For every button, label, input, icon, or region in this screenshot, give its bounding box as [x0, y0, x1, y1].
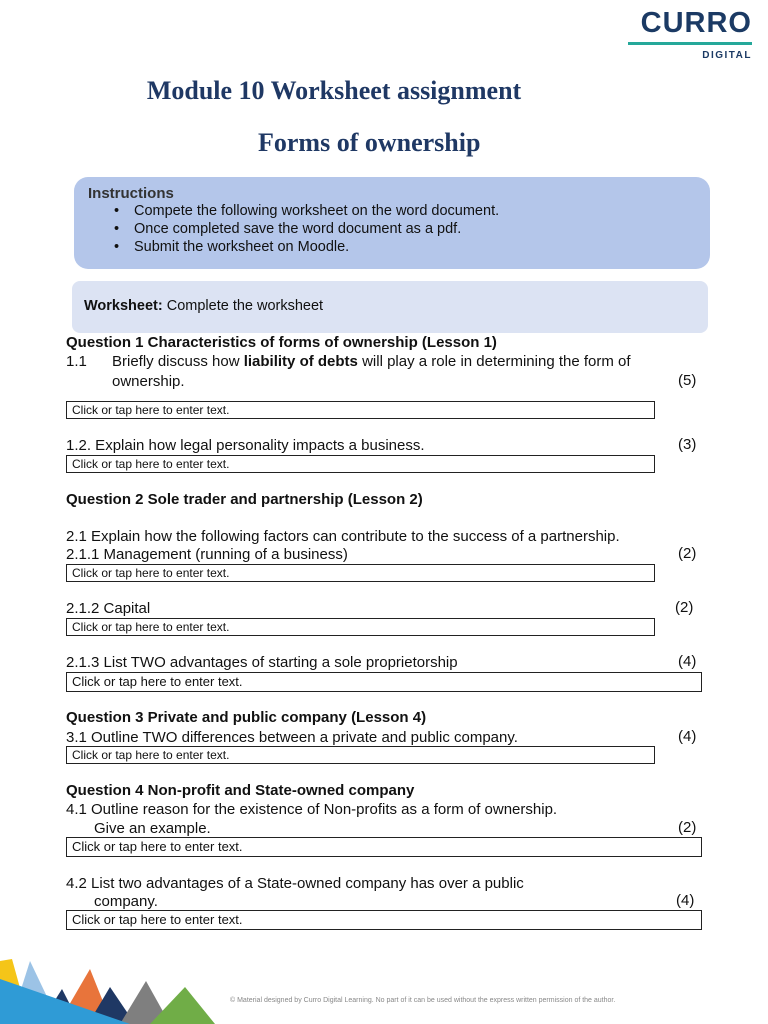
instruction-item: • Once completed save the word document as a pdf.: [114, 220, 696, 238]
question-1-1-number: 1.1: [66, 353, 87, 370]
question-1-1-text: [112, 352, 712, 371]
question-1-2-text: 1.2. Explain how legal personality impacts a business.: [66, 437, 425, 454]
question-4-1-text-cont: Give an example.: [94, 820, 211, 837]
decorative-mountain-art: [0, 955, 215, 1024]
question-4-heading: Question 4 Non-profit and State-owned company: [66, 782, 415, 799]
logo-wordmark: CURRO: [640, 7, 752, 39]
answer-field-4-1[interactable]: Click or tap here to enter text.: [66, 837, 702, 857]
curro-digital-logo: [628, 8, 752, 61]
question-1-1-marks: (5): [678, 372, 697, 389]
question-2-1-3-marks: (4): [678, 653, 697, 670]
answer-field-4-2[interactable]: Click or tap here to enter text.: [66, 910, 702, 930]
worksheet-banner: [72, 281, 708, 333]
worksheet-label: Worksheet:: [84, 298, 163, 314]
question-4-2-text-cont: company.: [94, 893, 158, 910]
logo-divider: [628, 42, 752, 45]
question-1-2-marks: (3): [678, 436, 697, 453]
question-4-2-text: 4.2 List two advantages of a State-owned company has over a public: [66, 875, 524, 892]
logo-subtext: DIGITAL: [702, 50, 752, 61]
answer-field-1-2[interactable]: Click or tap here to enter text.: [66, 455, 655, 473]
question-2-1-2-text: 2.1.2 Capital: [66, 600, 151, 617]
question-2-1-1-marks: (2): [678, 545, 697, 562]
answer-field-3-1[interactable]: Click or tap here to enter text.: [66, 746, 655, 764]
instructions-list: [114, 202, 696, 256]
instruction-item: • Submit the worksheet on Moodle.: [114, 238, 696, 256]
answer-field-2-1-1[interactable]: Click or tap here to enter text.: [66, 564, 655, 582]
question-1-heading: Question 1 Characteristics of forms of ownership (Lesson 1): [66, 334, 497, 351]
copyright-footer: © Material designed by Curro Digital Learning. No part of it can be used without the express written permission of the author.: [230, 997, 616, 1004]
answer-field-2-1-3[interactable]: Click or tap here to enter text.: [66, 672, 702, 692]
question-4-1-marks: (2): [678, 819, 697, 836]
answer-field-2-1-2[interactable]: Click or tap here to enter text.: [66, 618, 655, 636]
question-4-2-marks: (4): [676, 892, 695, 909]
page-subtitle: Forms of ownership: [258, 128, 481, 157]
question-2-1-3-text: 2.1.3 List TWO advantages of starting a sole proprietorship: [66, 654, 458, 671]
page-title: Module 10 Worksheet assignment: [146, 76, 522, 105]
question-2-1-1-text: 2.1.1 Management (running of a business): [66, 546, 348, 563]
question-1-1-text-a: Briefly discuss how: [112, 353, 244, 370]
question-3-heading: Question 3 Private and public company (Lesson 4): [66, 709, 427, 726]
question-1-1-text-b: will play a role in determining the form of: [357, 353, 631, 370]
instructions-panel: [74, 177, 710, 269]
question-2-1-intro: 2.1 Explain how the following factors can contribute to the success of a partnership.: [66, 528, 620, 545]
question-1-1-emphasis: liability of debts: [243, 353, 358, 370]
instruction-item: • Compete the following worksheet on the word document.: [114, 202, 696, 220]
mountain-green-shape: [150, 987, 215, 1024]
question-2-1-2-marks: (2): [675, 599, 694, 616]
question-3-1-text: 3.1 Outline TWO differences between a private and public company.: [66, 729, 518, 746]
question-3-1-marks: (4): [678, 728, 697, 745]
instructions-heading: Instructions: [88, 185, 174, 202]
question-2-heading: Question 2 Sole trader and partnership (Lesson 2): [66, 491, 423, 508]
question-1-1-text-cont: ownership.: [112, 373, 185, 390]
answer-field-1-1[interactable]: Click or tap here to enter text.: [66, 401, 655, 419]
question-4-1-text: 4.1 Outline reason for the existence of Non-profits as a form of ownership.: [66, 801, 558, 818]
worksheet-text: Complete the worksheet: [162, 298, 324, 314]
